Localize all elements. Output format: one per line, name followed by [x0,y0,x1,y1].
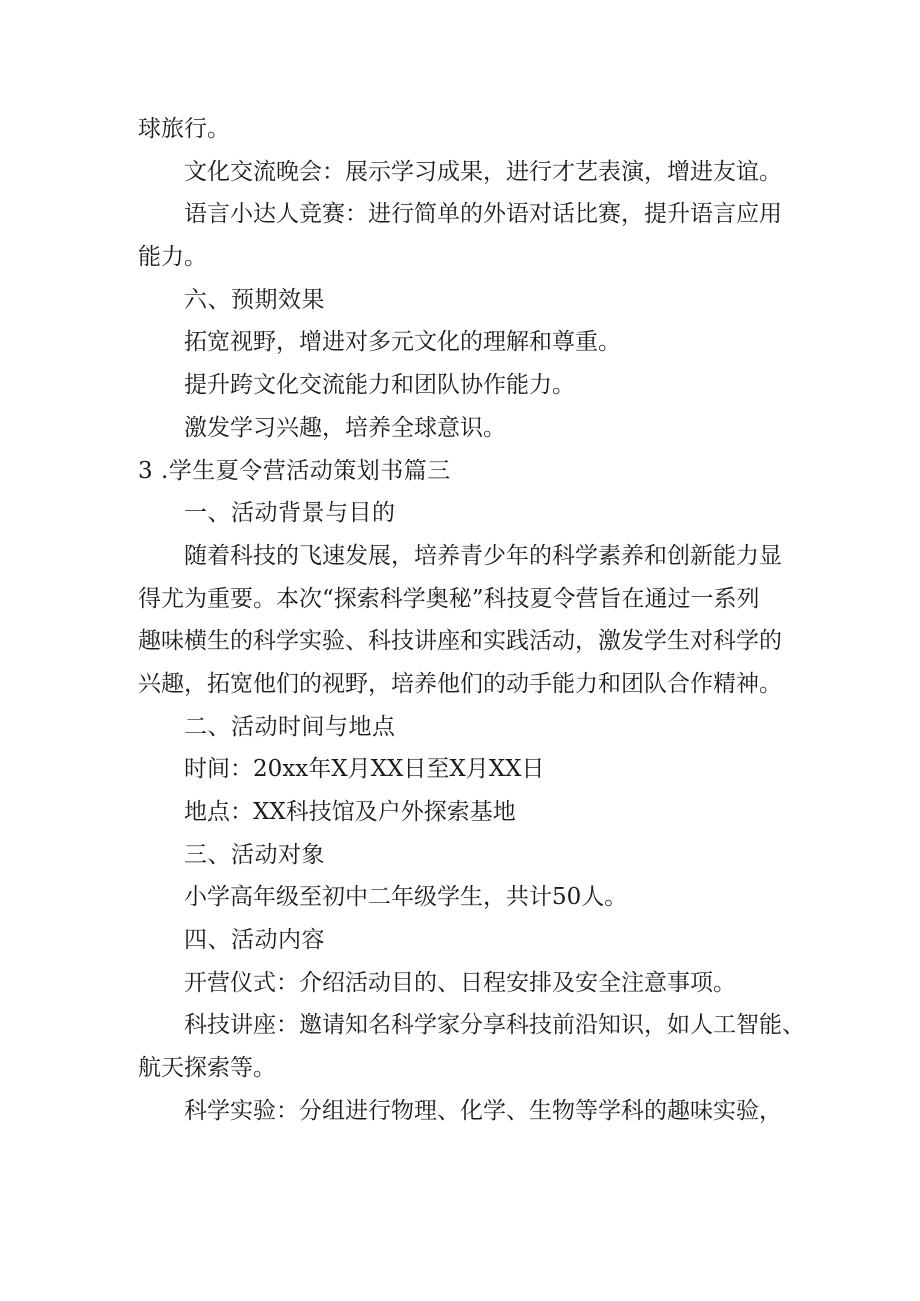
text-line-6: 拓宽视野，增进对多元文化的理解和尊重。 [184,329,621,356]
text-line-7: 提升跨文化交流能力和团队协作能力。 [184,372,575,399]
section-heading-participants: 三、活动对象 [184,841,325,868]
text-line-21: 开营仪式：介绍活动目的、日程安排及安全注意事项。 [184,969,736,996]
text-line-12: 得尤为重要。本次“探索科学奥秘”科技夏令营旨在通过一系列 [138,585,760,612]
text-line-17: 地点：XX科技馆及户外探索基地 [184,799,516,825]
document-body [138,108,805,1133]
text-line-1: 球旅行。 [138,116,230,142]
text-line-8: 激发学习兴趣，培养全球意识。 [184,414,506,441]
text-line-11: 随着科技的飞速发展，培养青少年的科学素养和创新能力显 [184,542,782,569]
text-line-3: 语言小达人竞赛：进行简单的外语对话比赛，提升语言应用 [184,201,782,228]
text-line-2: 文化交流晚会：展示学习成果，进行才艺表演，增进友谊。 [184,158,782,185]
text-line-14: 兴趣，拓宽他们的视野，培养他们的动手能力和团队合作精神。 [138,670,782,697]
section-heading-content: 四、活动内容 [184,927,325,954]
text-line-19: 小学高年级至初中二年级学生，共计50人。 [184,884,628,911]
text-line-23: 航天探索等。 [138,1055,276,1082]
section-heading-time-place: 二、活动时间与地点 [184,713,396,740]
text-line-13: 趣味横生的科学实验、科技讲座和实践活动，激发学生对科学的 [138,628,782,655]
section-heading-background: 一、活动背景与目的 [184,500,396,527]
chapter-title: 3 .学生夏令营活动策划书篇三 [138,457,451,484]
section-heading-expected-results: 六、预期效果 [184,286,325,313]
text-line-4: 能力。 [138,244,207,271]
text-line-24: 科学实验：分组进行物理、化学、生物等学科的趣味实验， [184,1097,782,1124]
text-line-16: 时间：20xx年X月XX日至X月XX日 [184,756,545,783]
text-line-22: 科技讲座：邀请知名科学家分享科技前沿知识，如人工智能、 [184,1012,805,1039]
